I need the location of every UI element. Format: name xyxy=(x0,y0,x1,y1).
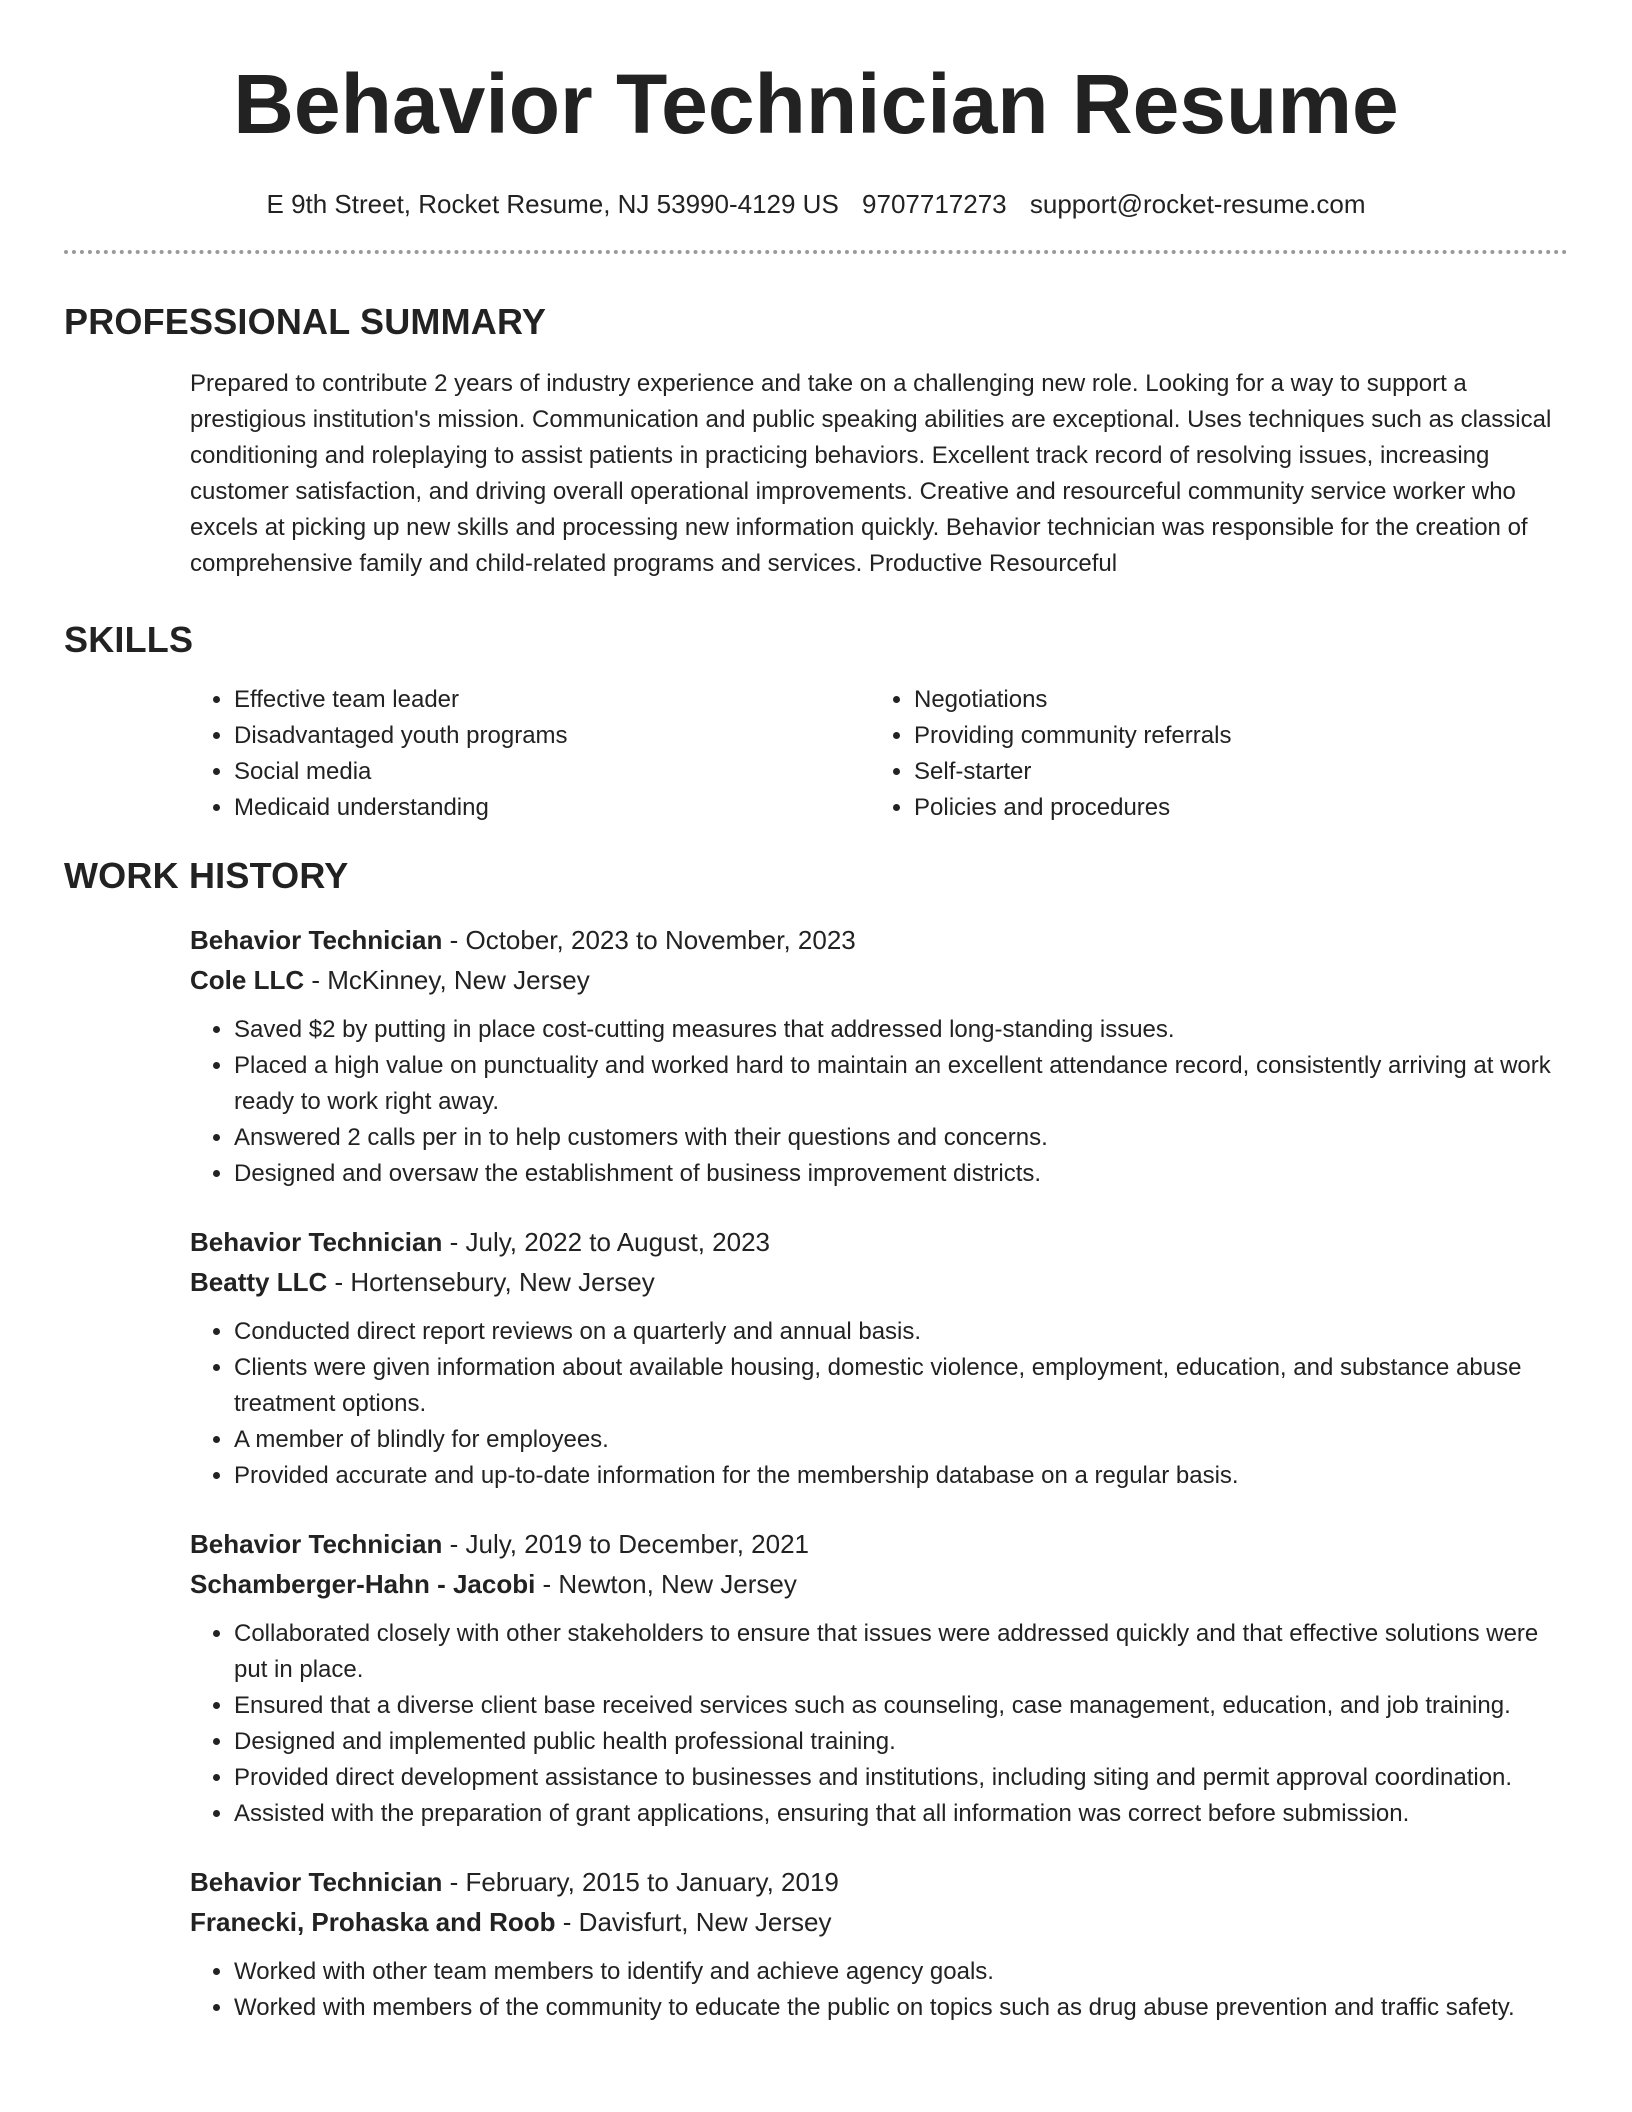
job-company: Beatty LLC xyxy=(190,1267,328,1297)
job-bullet: • Placed a high value on punctuality and worked hard to maintain an excellent attendance record, consistently arriving at work ready to work right away. xyxy=(234,1048,1568,1120)
skills-list xyxy=(190,682,1568,826)
job-company-line xyxy=(190,1902,1568,1942)
job-company-line xyxy=(190,1564,1568,1604)
summary-text: Prepared to contribute 2 years of industry experience and take on a challenging new role. Looking for a way to support a prestigious institution's mission. Communication and public speaking abilities are exceptional. Uses techniques such as classical conditioning and roleplaying to assist patients in practicing behaviors. Excellent track record of resolving issues, increasing customer satisfaction, and driving overall operational improvements. Creative and resourceful community service worker who excels at picking up new skills and processing new information quickly. Behavior technician was responsible for the creation of comprehensive family and child-related programs and services. Productive Resourceful xyxy=(190,370,1552,577)
work-history-heading: WORK HISTORY xyxy=(64,855,349,896)
job-bullet: • Collaborated closely with other stakeholders to ensure that issues were addressed quickly and that effective solutions were put in place. xyxy=(234,1616,1568,1688)
job-location: - McKinney, New Jersey xyxy=(304,965,590,995)
job-bullet: • Assisted with the preparation of grant applications, ensuring that all information was correct before submission. xyxy=(234,1796,1568,1832)
job-entry xyxy=(190,1862,1568,2026)
job-bullet: • Provided direct development assistance to businesses and institutions, including siting and permit approval coordination. xyxy=(234,1760,1568,1796)
job-location: - Davisfurt, New Jersey xyxy=(555,1907,832,1937)
job-bullets xyxy=(190,1954,1568,2026)
skill-item: • Negotiations xyxy=(914,682,1568,718)
job-bullet: • Designed and implemented public health professional training. xyxy=(234,1724,1568,1760)
summary-heading: PROFESSIONAL SUMMARY xyxy=(64,301,547,342)
job-bullets xyxy=(190,1616,1568,1832)
skills-column-left xyxy=(190,682,870,826)
job-entry xyxy=(190,1524,1568,1832)
contact-line xyxy=(0,184,1632,224)
job-dates: - February, 2015 to January, 2019 xyxy=(442,1867,839,1897)
job-bullet: • Ensured that a diverse client base received services such as counseling, case management, education, and job training. xyxy=(234,1688,1568,1724)
job-bullet: • Designed and oversaw the establishment of business improvement districts. xyxy=(234,1156,1568,1192)
job-bullets xyxy=(190,1012,1568,1192)
skill-item: • Social media xyxy=(234,754,870,790)
job-bullet: • Worked with other team members to identify and achieve agency goals. xyxy=(234,1954,1568,1990)
skill-item: • Disadvantaged youth programs xyxy=(234,718,870,754)
job-title-line xyxy=(190,1524,1568,1564)
job-entry xyxy=(190,1222,1568,1494)
job-location: - Newton, New Jersey xyxy=(535,1569,797,1599)
job-role: Behavior Technician xyxy=(190,1529,443,1559)
skill-item: • Self-starter xyxy=(914,754,1568,790)
contact-address: E 9th Street, Rocket Resume, NJ 53990-4129 US xyxy=(266,189,839,219)
job-bullet: • Saved $2 by putting in place cost-cutting measures that addressed long-standing issues. xyxy=(234,1012,1568,1048)
contact-email: support@rocket-resume.com xyxy=(1029,189,1366,219)
job-bullet: • Clients were given information about available housing, domestic violence, employment, education, and substance abuse treatment options. xyxy=(234,1350,1568,1422)
job-title-line xyxy=(190,1222,1568,1262)
job-bullet: • Provided accurate and up-to-date information for the membership database on a regular basis. xyxy=(234,1458,1568,1494)
skills-column-right xyxy=(870,682,1568,826)
job-role: Behavior Technician xyxy=(190,925,443,955)
work-history-list xyxy=(0,920,1632,2026)
job-bullet: • Worked with members of the community to educate the public on topics such as drug abuse prevention and traffic safety. xyxy=(234,1990,1568,2026)
contact-phone: 9707717273 xyxy=(862,189,1007,219)
job-role: Behavior Technician xyxy=(190,1227,443,1257)
job-bullet: • Conducted direct report reviews on a quarterly and annual basis. xyxy=(234,1314,1568,1350)
job-location: - Hortensebury, New Jersey xyxy=(327,1267,655,1297)
job-company: Schamberger-Hahn - Jacobi xyxy=(190,1569,536,1599)
skill-item: • Medicaid understanding xyxy=(234,790,870,826)
skill-item: • Effective team leader xyxy=(234,682,870,718)
job-role: Behavior Technician xyxy=(190,1867,443,1897)
resume-title: Behavior Technician Resume xyxy=(233,57,1399,151)
header-divider xyxy=(64,250,1568,254)
skills-heading: SKILLS xyxy=(64,619,194,660)
skill-item: • Providing community referrals xyxy=(914,718,1568,754)
job-dates: - July, 2022 to August, 2023 xyxy=(442,1227,771,1257)
job-dates: - July, 2019 to December, 2021 xyxy=(442,1529,809,1559)
job-company-line xyxy=(190,960,1568,1000)
job-company: Cole LLC xyxy=(190,965,305,995)
job-title-line xyxy=(190,1862,1568,1902)
job-bullet: • A member of blindly for employees. xyxy=(234,1422,1568,1458)
skill-item: • Policies and procedures xyxy=(914,790,1568,826)
job-entry xyxy=(190,920,1568,1192)
job-company: Franecki, Prohaska and Roob xyxy=(190,1907,556,1937)
job-title-line xyxy=(190,920,1568,960)
job-bullet: • Answered 2 calls per in to help customers with their questions and concerns. xyxy=(234,1120,1568,1156)
job-company-line xyxy=(190,1262,1568,1302)
job-bullets xyxy=(190,1314,1568,1494)
job-dates: - October, 2023 to November, 2023 xyxy=(442,925,856,955)
